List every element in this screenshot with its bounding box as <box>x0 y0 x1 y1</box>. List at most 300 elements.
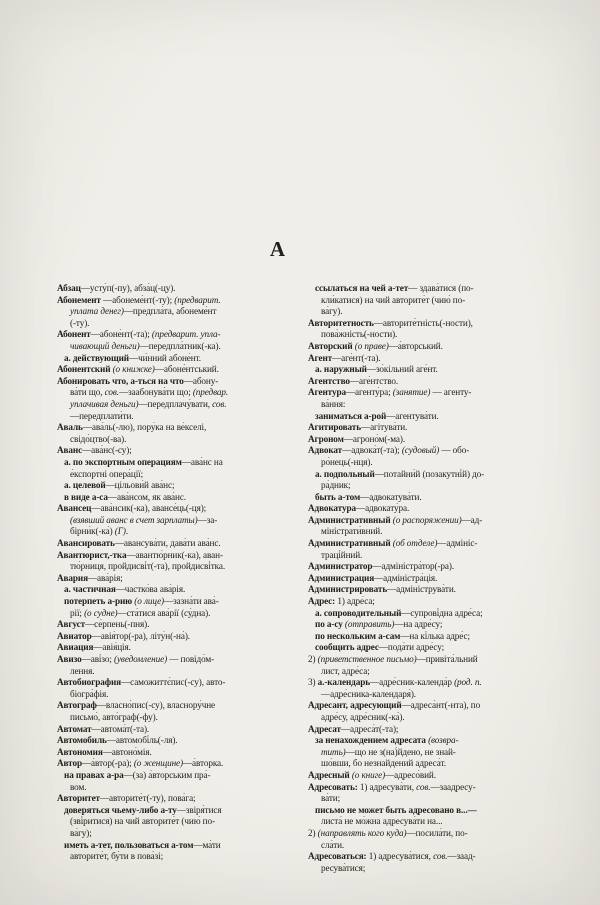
dictionary-line <box>308 526 551 538</box>
text-segment: Автомобиль <box>57 735 107 746</box>
text-segment: тить) <box>321 746 346 757</box>
text-segment: —на адре́су; <box>394 619 443 630</box>
text-segment: —потайни́й (позакутні́й) до- <box>374 468 485 479</box>
dictionary-line <box>308 469 551 481</box>
text-segment: —(за) а́вторським пра́- <box>123 769 211 780</box>
text-segment: —усту́п(-пу), абза́ц(-цу). <box>80 283 176 293</box>
dictionary-line <box>308 457 551 469</box>
dictionary-line <box>308 840 551 852</box>
text-segment: Агроном <box>308 433 344 444</box>
text-segment: —частко́ва ава́рія. <box>115 584 186 595</box>
text-segment: свідо́цтво(-ва). <box>70 433 127 444</box>
text-segment: —адвокату́ра. <box>355 503 410 514</box>
text-segment: ресува́тися; <box>321 862 366 873</box>
text-segment: Автограф <box>57 700 97 711</box>
dictionary-line <box>57 538 300 550</box>
dictionary-line <box>308 283 551 295</box>
text-segment: лист, адре́са; <box>321 665 370 676</box>
text-segment: Аванс <box>57 445 83 456</box>
text-segment: —заадресу- <box>430 781 476 792</box>
text-segment: (приветственное письмо) <box>317 654 417 664</box>
dictionary-line <box>57 851 300 863</box>
dictionary-line <box>57 758 300 770</box>
text-segment: —пода́ти адре́су; <box>378 642 445 653</box>
dictionary-line <box>57 515 300 527</box>
text-segment: Абонировать <box>57 375 110 386</box>
dictionary-line <box>308 816 551 828</box>
text-segment: (о судне) <box>84 607 118 618</box>
text-segment: Аваль <box>57 422 83 433</box>
text-segment: а. действующий <box>64 352 130 363</box>
dictionary-line <box>308 828 551 840</box>
dictionary-line <box>308 480 551 492</box>
dictionary-line <box>57 364 300 376</box>
dictionary-line <box>57 828 300 840</box>
dictionary-line <box>308 654 551 666</box>
text-segment: уплачивая деньги) <box>70 398 139 409</box>
text-segment: Август <box>57 619 86 630</box>
text-segment: Абзац <box>57 283 81 293</box>
dictionary-line <box>308 538 551 550</box>
dictionary-line <box>57 689 300 701</box>
dictionary-line <box>57 480 300 492</box>
text-segment: —адреса́нт(-нта), по <box>401 700 481 711</box>
text-segment: в виде а-са <box>64 491 108 502</box>
text-segment: —ста́тися ава́рії (су́дна). <box>117 607 211 618</box>
dictionary-line <box>308 758 551 770</box>
text-segment: —абоне́нтський. <box>154 364 219 375</box>
text-segment: —абоне́нт(-та); <box>90 329 152 340</box>
text-segment: сла́ти. <box>321 839 345 850</box>
text-segment: сообщить адрес <box>315 642 379 653</box>
text-segment: —адміністра́тор(-ра). <box>372 561 455 572</box>
dictionary-line <box>308 712 551 724</box>
text-segment: — здава́тися (по- <box>408 283 474 293</box>
dictionary-line <box>57 329 300 341</box>
text-segment: —посила́ти, по- <box>406 827 468 838</box>
text-segment: Административный <box>308 538 391 549</box>
dictionary-line <box>57 399 300 411</box>
text-segment: —а́втор(-ра); <box>81 758 134 769</box>
text-segment: міністрати́вний. <box>321 526 383 537</box>
text-segment: рії; <box>70 607 85 618</box>
text-segment: лення. <box>70 665 95 676</box>
dictionary-line <box>57 411 300 423</box>
text-segment: (зві́ритися) на чий авторите́т (чию́ по- <box>70 816 215 827</box>
text-segment: Абонемент <box>57 294 101 305</box>
dictionary-line <box>308 492 551 504</box>
text-segment: —авансува́ти, дава́ти ава́нс. <box>114 538 221 549</box>
text-segment: —аві́зо; <box>81 654 114 664</box>
dictionary-line <box>57 550 300 562</box>
text-segment: —адмініструва́ти. <box>387 584 456 595</box>
dictionary-line <box>57 295 300 307</box>
text-segment: е́кспортні опера́ції; <box>70 468 144 479</box>
text-segment: письмо́, авто́граф(-фу). <box>70 711 158 722</box>
text-segment: ва́ння: <box>321 398 346 409</box>
text-segment: Адвокатура <box>308 503 356 514</box>
dictionary-line <box>57 840 300 852</box>
dictionary-line <box>308 318 551 330</box>
text-segment: ра́дник; <box>321 480 351 491</box>
text-segment: —адре́сника-календаря́). <box>321 688 417 699</box>
text-segment: заниматься а-рой <box>315 410 387 421</box>
dictionary-line <box>57 724 300 736</box>
dictionary-line <box>308 584 551 596</box>
text-segment: —абонеме́нт(-ту); <box>100 294 175 305</box>
dictionary-line <box>308 700 551 712</box>
text-segment: Административный <box>308 514 391 525</box>
text-segment: 1) адре́са; <box>335 596 375 607</box>
text-segment: —саможиттє́пис(-су), авто- <box>121 677 226 688</box>
text-segment: (предварит. <box>174 294 221 305</box>
text-segment: (о лице) <box>134 596 165 607</box>
text-segment: по а-су <box>315 619 343 630</box>
dictionary-line <box>57 387 300 399</box>
text-segment: Адресовать: <box>308 781 358 792</box>
text-segment: —авія́тор(-ра), літу́н(-на́). <box>91 630 190 641</box>
dictionary-line <box>308 376 551 388</box>
text-segment: тю́рниця, пройдисві́т(-та), пройдисві́тка. <box>70 561 226 572</box>
dictionary-line <box>57 469 300 481</box>
text-segment: ва́гу); <box>70 827 92 838</box>
dictionary-line <box>308 863 551 875</box>
text-segment: Администрация <box>308 572 375 583</box>
dictionary-line <box>57 677 300 689</box>
dictionary-line <box>57 816 300 828</box>
text-segment: —адресо́вий. <box>385 769 436 780</box>
text-segment: —звіря́тися <box>176 804 222 815</box>
text-segment: —привіта́льний <box>416 654 478 664</box>
text-segment: что, а-ться на что <box>112 375 184 386</box>
dictionary-line <box>57 584 300 596</box>
text-segment: —адвокатува́ти. <box>360 491 422 502</box>
text-segment: біогра́фія. <box>70 688 109 699</box>
text-segment: бірни́к(-ка́) <box>70 526 115 537</box>
text-segment: Абонент <box>57 329 91 340</box>
dictionary-line <box>57 341 300 353</box>
text-segment: —власно́пис(-су), власнору́чне <box>96 700 216 711</box>
text-segment: Авиация <box>57 642 94 653</box>
text-segment: сов. <box>104 387 119 398</box>
text-segment: иметь а-тет, пользоваться а-том <box>64 839 194 850</box>
dictionary-line <box>308 445 551 457</box>
text-segment: —супрові́дна адре́са; <box>401 607 483 618</box>
text-segment: —ава́нсик(-ка), авансе́ць(-ця); <box>91 503 207 514</box>
text-segment: —автома́т(-та). <box>91 723 150 734</box>
text-segment: адре́су, адре́сник(-ка́). <box>321 711 405 722</box>
dictionary-line <box>57 445 300 457</box>
text-segment: 1) адресува́тися, <box>366 851 434 862</box>
text-segment: —цільови́й ава́нс; <box>105 480 175 491</box>
text-segment: а.-календарь <box>317 677 370 688</box>
text-segment: авторите́т, бу́ти в пова́зі; <box>70 851 164 862</box>
dictionary-line <box>57 422 300 434</box>
text-segment: листа́ не мо́жна адресува́ти на... <box>321 816 443 827</box>
dictionary-line <box>308 515 551 527</box>
dictionary-line <box>308 689 551 701</box>
dictionary-line <box>308 387 551 399</box>
text-segment: Адресоваться: <box>308 851 367 862</box>
dictionary-line <box>308 747 551 759</box>
text-segment: —автомобі́ль(-ля). <box>106 735 178 746</box>
dictionary-line <box>308 503 551 515</box>
text-segment: —аге́нтство. <box>349 375 399 386</box>
dictionary-line <box>57 457 300 469</box>
dictionary-line <box>308 434 551 446</box>
text-segment: ва́ти що, <box>70 387 105 398</box>
dictionary-line <box>57 793 300 805</box>
dictionary-line <box>57 503 300 515</box>
text-segment: Авторитет <box>57 793 100 804</box>
text-segment: 2) <box>308 654 318 664</box>
text-segment: траці́йний. <box>321 549 363 560</box>
text-segment: 1) адресува́ти, <box>357 781 417 792</box>
dictionary-line <box>57 353 300 365</box>
dictionary-line <box>308 666 551 678</box>
text-segment: (направлять кого куда) <box>317 827 407 838</box>
text-segment: Авторитетность <box>308 317 374 328</box>
dictionary-line <box>308 399 551 411</box>
text-segment: (судовый) <box>401 445 440 456</box>
dictionary-line <box>57 747 300 759</box>
dictionary-line <box>57 631 300 643</box>
text-segment: —ава́нсом, як ава́нс. <box>107 491 187 502</box>
text-segment: (о книжке) <box>112 364 155 375</box>
dictionary-line <box>57 376 300 388</box>
dictionary-line <box>308 793 551 805</box>
text-segment: а. по экспортным операциям <box>64 456 182 467</box>
text-segment: —предпла́та, абонеме́нт <box>123 306 217 317</box>
text-segment: (о книге) <box>351 769 386 780</box>
text-segment: Адресный <box>308 769 350 780</box>
text-segment: Автомат <box>57 723 92 734</box>
dictionary-line <box>57 735 300 747</box>
text-segment: —автоно́мія. <box>102 746 152 757</box>
dictionary-line <box>57 561 300 573</box>
text-segment: —ава́рія; <box>87 572 123 583</box>
text-segment: —авторите́тність(-ности), <box>373 317 473 328</box>
text-segment: а. целевой <box>64 480 106 491</box>
text-segment: Агитировать <box>308 422 361 433</box>
text-segment: Агентура <box>308 387 346 398</box>
dictionary-line <box>308 631 551 643</box>
dictionary-line <box>57 306 300 318</box>
text-segment: Автор <box>57 758 82 769</box>
text-segment: Автобиография <box>57 677 122 688</box>
text-segment: вом. <box>70 781 87 792</box>
dictionary-line <box>308 411 551 423</box>
text-segment: кли́катися) на чий авторите́т (чию́ по- <box>321 294 466 305</box>
text-segment: —авторите́т(-ту), пова́га; <box>99 793 196 804</box>
dictionary-line <box>308 608 551 620</box>
text-segment: Авиатор <box>57 630 92 641</box>
text-segment: —чи́нний абоне́нт. <box>129 352 201 363</box>
text-segment: —що не з(на)́йдено, не знай- <box>345 746 456 757</box>
text-segment: 2) <box>308 827 318 838</box>
text-segment: . <box>125 526 129 537</box>
text-segment: ссылаться на чей а-тет <box>315 283 409 293</box>
text-segment: —зо́кільний аге́нт. <box>366 364 438 375</box>
text-segment: —авантю́рник(-ка), аван- <box>126 549 223 560</box>
text-segment: —агроно́м(-ма). <box>343 433 406 444</box>
text-segment: —авія́ція. <box>93 642 131 653</box>
text-segment: — агенту- <box>430 387 472 398</box>
text-segment: —се́рпень(-пня). <box>85 619 150 630</box>
text-segment: — обо- <box>439 445 470 456</box>
dictionary-column <box>308 283 551 874</box>
text-segment: сов. <box>212 398 227 409</box>
text-segment: —абону- <box>183 375 219 386</box>
text-segment: (отправить) <box>344 619 395 630</box>
dictionary-line <box>57 654 300 666</box>
text-segment: —заад- <box>447 851 476 862</box>
text-segment: ва́ти; <box>321 793 341 804</box>
text-segment: чивающий деньги) <box>70 340 140 351</box>
text-segment: —агенту́ра; <box>345 387 393 398</box>
text-segment: —ава́нс(-су); <box>82 445 132 456</box>
text-segment: Авантюрист,-тка <box>57 549 127 560</box>
dictionary-line <box>57 805 300 817</box>
text-segment: —адвока́т(-та); <box>342 445 402 456</box>
text-segment: Адресат <box>308 723 341 734</box>
dictionary-line <box>308 724 551 736</box>
dictionary-line <box>57 434 300 446</box>
text-segment: —адміністра́ція. <box>374 572 438 583</box>
text-segment: Администрировать <box>308 584 388 595</box>
dictionary-line <box>57 608 300 620</box>
dictionary-line <box>308 573 551 585</box>
dictionary-line <box>57 770 300 782</box>
dictionary-line <box>57 782 300 794</box>
dictionary-columns <box>57 283 551 874</box>
text-segment: а. частичная <box>64 584 116 595</box>
dictionary-line <box>308 550 551 562</box>
text-segment: Авансировать <box>57 538 115 549</box>
dictionary-line <box>57 712 300 724</box>
text-segment: потерпеть а-рию <box>64 596 133 607</box>
text-segment: по нескольким а-сам <box>315 630 401 641</box>
text-segment: —передпла́тник(-ка). <box>139 340 221 351</box>
dictionary-line <box>308 677 551 689</box>
dictionary-line <box>57 700 300 712</box>
text-segment: —аге́нт(-та). <box>332 352 381 363</box>
text-segment: Авансец <box>57 503 92 514</box>
text-segment: 3) <box>308 677 318 688</box>
text-segment: Абонентский <box>57 364 111 375</box>
text-segment: — повідо́м- <box>167 654 215 664</box>
dictionary-line <box>57 642 300 654</box>
text-segment: (-ту). <box>70 317 90 328</box>
text-segment: ва́гу). <box>321 306 343 317</box>
text-segment: —адмініс- <box>437 538 478 549</box>
dictionary-line <box>57 318 300 330</box>
dictionary-line <box>57 619 300 631</box>
text-segment: (об отделе) <box>392 538 438 549</box>
text-segment: —передплачу́вати, <box>138 398 213 409</box>
text-segment: пова́жність(-ности). <box>321 329 398 340</box>
text-segment: доверяться чьему-либо а-ту <box>64 804 177 815</box>
text-segment: —ма́ти <box>193 839 221 850</box>
text-segment: а. подпольный <box>315 468 375 479</box>
text-segment: Авизо <box>57 654 82 664</box>
dictionary-line <box>308 770 551 782</box>
text-segment: —заабонува́ти що; <box>118 387 193 398</box>
text-segment: а. сопроводительный <box>315 607 402 618</box>
dictionary-line <box>308 364 551 376</box>
text-segment: —ад- <box>461 514 483 525</box>
dictionary-line <box>308 782 551 794</box>
dictionary-line <box>308 295 551 307</box>
dictionary-line <box>308 306 551 318</box>
text-segment: —агітува́ти. <box>360 422 408 433</box>
text-segment: (взявший аванс в счет зарплаты) <box>70 514 198 525</box>
text-segment: (уведомление) <box>114 654 168 664</box>
text-segment: (возвра- <box>428 735 459 746</box>
text-segment: —за- <box>197 514 218 525</box>
text-segment: а. наружный <box>315 364 367 375</box>
dictionary-line <box>308 561 551 573</box>
text-segment: (предварит. упла- <box>151 329 221 340</box>
dictionary-line <box>308 851 551 863</box>
text-segment: за ненахождением адресата <box>315 735 426 746</box>
text-segment: Автономия <box>57 746 103 757</box>
dictionary-line <box>57 573 300 585</box>
text-segment: быть а-том <box>315 491 361 502</box>
text-segment: —зазна́ти ава́- <box>164 596 219 607</box>
text-segment: Адвокат <box>308 445 343 456</box>
text-segment: —а́вторський. <box>388 340 443 351</box>
text-segment: —агентува́ти. <box>386 410 439 421</box>
text-segment: Агентство <box>308 375 350 386</box>
text-segment: уплата денег) <box>70 306 124 317</box>
dictionary-line <box>57 666 300 678</box>
text-segment: Адресант, адресующий <box>308 700 402 711</box>
dictionary-line <box>308 422 551 434</box>
dictionary-line <box>308 735 551 747</box>
text-segment: (занятие) <box>392 387 431 398</box>
dictionary-line <box>57 283 300 295</box>
text-segment: Авария <box>57 572 88 583</box>
dictionary-line <box>57 492 300 504</box>
text-segment: письмо не может быть адресовано в...— <box>315 804 477 815</box>
text-segment: (род. п. <box>454 677 482 688</box>
text-segment: ро́нець(-нця). <box>321 456 373 467</box>
text-segment: сов. <box>433 851 448 862</box>
text-segment: —передплати́ти. <box>70 410 134 421</box>
dictionary-line <box>308 642 551 654</box>
text-segment: Адрес: <box>308 596 336 607</box>
text-segment: (о распоряжении) <box>392 514 462 525</box>
text-segment: сов. <box>416 781 431 792</box>
text-segment: (о праве) <box>354 340 389 351</box>
text-segment: —на кі́лька адре́с; <box>400 630 470 641</box>
section-letter-heading: А <box>269 237 287 261</box>
dictionary-line <box>308 353 551 365</box>
text-segment: —а́вторка. <box>182 758 224 769</box>
dictionary-line <box>308 619 551 631</box>
text-segment: на правах а-ра <box>64 769 124 780</box>
text-segment: —ава́нс на <box>181 456 223 467</box>
text-segment: —адре́сник-календа́р <box>369 677 455 688</box>
dictionary-line <box>308 596 551 608</box>
text-segment: (о женщине) <box>133 758 183 769</box>
dictionary-line <box>308 805 551 817</box>
dictionary-line <box>57 596 300 608</box>
text-segment: Агент <box>308 352 333 363</box>
text-segment: Авторский <box>308 340 353 351</box>
text-segment: Администратор <box>308 561 373 572</box>
